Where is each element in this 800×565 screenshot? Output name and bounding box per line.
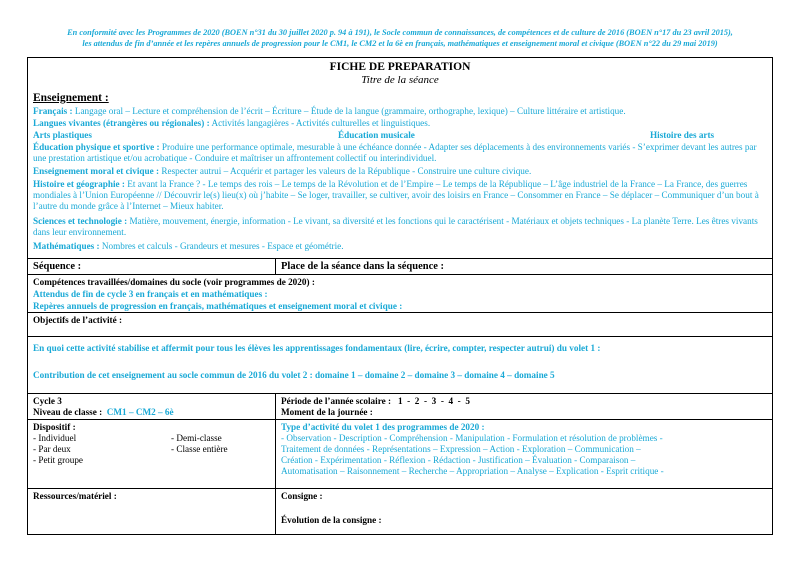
attendus-label: Attendus de fin de cycle 3 en français et en mathématiques : xyxy=(33,289,268,299)
volet1-text: En quoi cette activité stabilise et affermit pour tous les élèves les apprentissages fondamentaux (lire, écrire, compter, respecter autrui) du volet 1 : xyxy=(33,343,601,353)
eps-text: Produire une performance optimale, mesurable à une échéance donnée - Adapter ses déplacements à des environnements variés - S’exprimer devant les autres par une prestation artistique et/ou acrobatique - Conduire et maîtriser un affrontement collectif ou interindividuel. xyxy=(33,142,757,163)
sequence-row xyxy=(28,258,772,274)
enseignement-heading: Enseignement : xyxy=(33,92,109,104)
preparation-sheet xyxy=(27,57,773,535)
dispositif-petit-groupe: - Petit groupe xyxy=(33,455,84,465)
page-title: FICHE DE PREPARATION xyxy=(329,61,471,73)
competences-label: Compétences travaillées/domaines du socle (voir programmes de 2020) : xyxy=(33,277,315,287)
reperes-label: Repères annuels de progression en français, mathématiques et enseignement moral et civique : xyxy=(33,301,403,311)
session-title: Titre de la séance xyxy=(361,74,439,86)
type-activite-line-2: Traitement de données - Représentations – Expression – Action - Exploration – Communication – xyxy=(281,444,641,454)
objectifs-section xyxy=(28,312,772,336)
type-activite-label: Type d’activité du volet 1 des programmes de 2020 : xyxy=(281,422,485,432)
education-musicale: Éducation musicale xyxy=(338,130,415,140)
emc-line xyxy=(33,166,767,177)
ressources-label: Ressources/matériel : xyxy=(33,491,117,501)
sciences-line xyxy=(33,216,767,238)
histoire-geo-line xyxy=(33,179,767,212)
francais-line xyxy=(33,106,767,117)
maths-text: Nombres et calculs - Grandeurs et mesures - Espace et géométrie. xyxy=(101,241,344,251)
competences-section xyxy=(28,274,772,312)
volet2-text: Contribution de cet enseignement au socle commun de 2016 du volet 2 : domaine 1 – domaine 2 – domaine 3 – domaine 4 – domaine 5 xyxy=(33,370,555,380)
periode-line xyxy=(281,396,470,407)
sequence-label: Séquence : xyxy=(33,261,82,272)
type-activite-line-4: Automatisation – Raisonnement – Recherche – Appropriation – Analyse – Explication - Esprit critique - xyxy=(281,466,664,476)
moment-label: Moment de la journée : xyxy=(281,407,373,417)
maths-line xyxy=(33,241,767,252)
arts-plastiques: Arts plastiques xyxy=(33,130,92,140)
consigne-label: Consigne : xyxy=(281,491,323,501)
francais-label: Français : xyxy=(33,106,73,116)
sciences-label: Sciences et technologie : xyxy=(33,216,128,226)
histoire-geo-label: Histoire et géographie : xyxy=(33,179,125,189)
lower-column-divider xyxy=(275,393,276,534)
niveau-label: Niveau de classe : xyxy=(33,407,103,417)
sciences-text: Matière, mouvement, énergie, information - Le vivant, sa diversité et les fonctions qui le caractérisent - Matériaux et objets techniques - La planète Terre. Les êtres vivants dans leur environnement. xyxy=(33,216,758,237)
periode-label: Période de l’année scolaire : xyxy=(281,396,392,406)
dispositif-classe-entiere: - Classe entière xyxy=(171,444,228,454)
histoire-geo-text: Et avant la France ? - Le temps des rois – Le temps de la Révolution et de l’Empire – Le temps de la République – L’âge industriel de la France – La France, des guerres mondiales à l’Union Européenne // Découvrir le(s) lieu(x) où j’habite – Se loger, travailler, se cultiver, avoir des loisirs en France – Consommer en France – Se déplacer – Communiquer d’un bout à l’autre du monde grâce à l’Internet – Mieux habiter. xyxy=(33,179,759,211)
evolution-label: Évolution de la consigne : xyxy=(281,515,382,525)
dispositif-label: Dispositif : xyxy=(33,422,76,432)
emc-label: Enseignement moral et civique : xyxy=(33,166,160,176)
dispositif-individuel: - Individuel xyxy=(33,433,77,443)
sequence-divider xyxy=(275,258,276,274)
eps-label: Éducation physique et sportive : xyxy=(33,142,160,152)
socle-section xyxy=(28,336,772,393)
enseignement-section xyxy=(28,58,772,258)
dispositif-par-deux: - Par deux xyxy=(33,444,71,454)
francais-text: Langage oral – Lecture et compréhension de l’écrit – Écriture – Étude de la langue (grammaire, orthographe, lexique) – Culture littéraire et artistique. xyxy=(74,106,626,116)
dispositif-demi-classe: - Demi-classe xyxy=(171,433,222,443)
niveau-value: CM1 – CM2 – 6è xyxy=(106,407,174,417)
cycle-row xyxy=(28,393,772,419)
place-label: Place de la séance dans la séquence : xyxy=(281,261,445,272)
objectifs-label: Objectifs de l’activité : xyxy=(33,315,123,325)
cycle-label: Cycle 3 xyxy=(33,396,62,406)
type-activite-line-3: Création - Expérimentation - Réflexion - Rédaction - Justification – Évaluation - Comparaison – xyxy=(281,455,636,465)
maths-label: Mathématiques : xyxy=(33,241,100,251)
niveau-line xyxy=(33,407,174,418)
dispositif-row xyxy=(28,419,772,488)
document-header xyxy=(8,27,792,49)
langues-line xyxy=(33,118,767,129)
ressources-row xyxy=(28,488,772,534)
header-line-2: les attendus de fin d’année et les repères annuels de progression pour le CM1, le CM2 et la 6è en français, mathématiques et enseignement moral et civique (BOEN n°22 du 29 mai 2019) xyxy=(82,39,718,48)
emc-text: Respecter autrui – Acquérir et partager les valeurs de la République - Construire une culture civique. xyxy=(161,166,532,176)
header-line-1: En conformité avec les Programmes de 2020 (BOEN n°31 du 30 juillet 2020 p. 94 à 191), le Socle commun de connaissances, de compétences et de culture de 2016 (BOEN n°17 du 23 avril 2015), xyxy=(67,28,733,37)
type-activite-line-1: - Observation - Description - Compréhension - Manipulation - Formulation et résolution de problèmes - xyxy=(281,433,663,443)
langues-label: Langues vivantes (étrangères ou régionales) : xyxy=(33,118,210,128)
histoire-des-arts: Histoire des arts xyxy=(650,130,715,140)
langues-text: Activités langagières - Activités culturelles et linguistiques. xyxy=(211,118,431,128)
periode-values: 1 - 2 - 3 - 4 - 5 xyxy=(397,396,470,406)
eps-line xyxy=(33,142,767,164)
